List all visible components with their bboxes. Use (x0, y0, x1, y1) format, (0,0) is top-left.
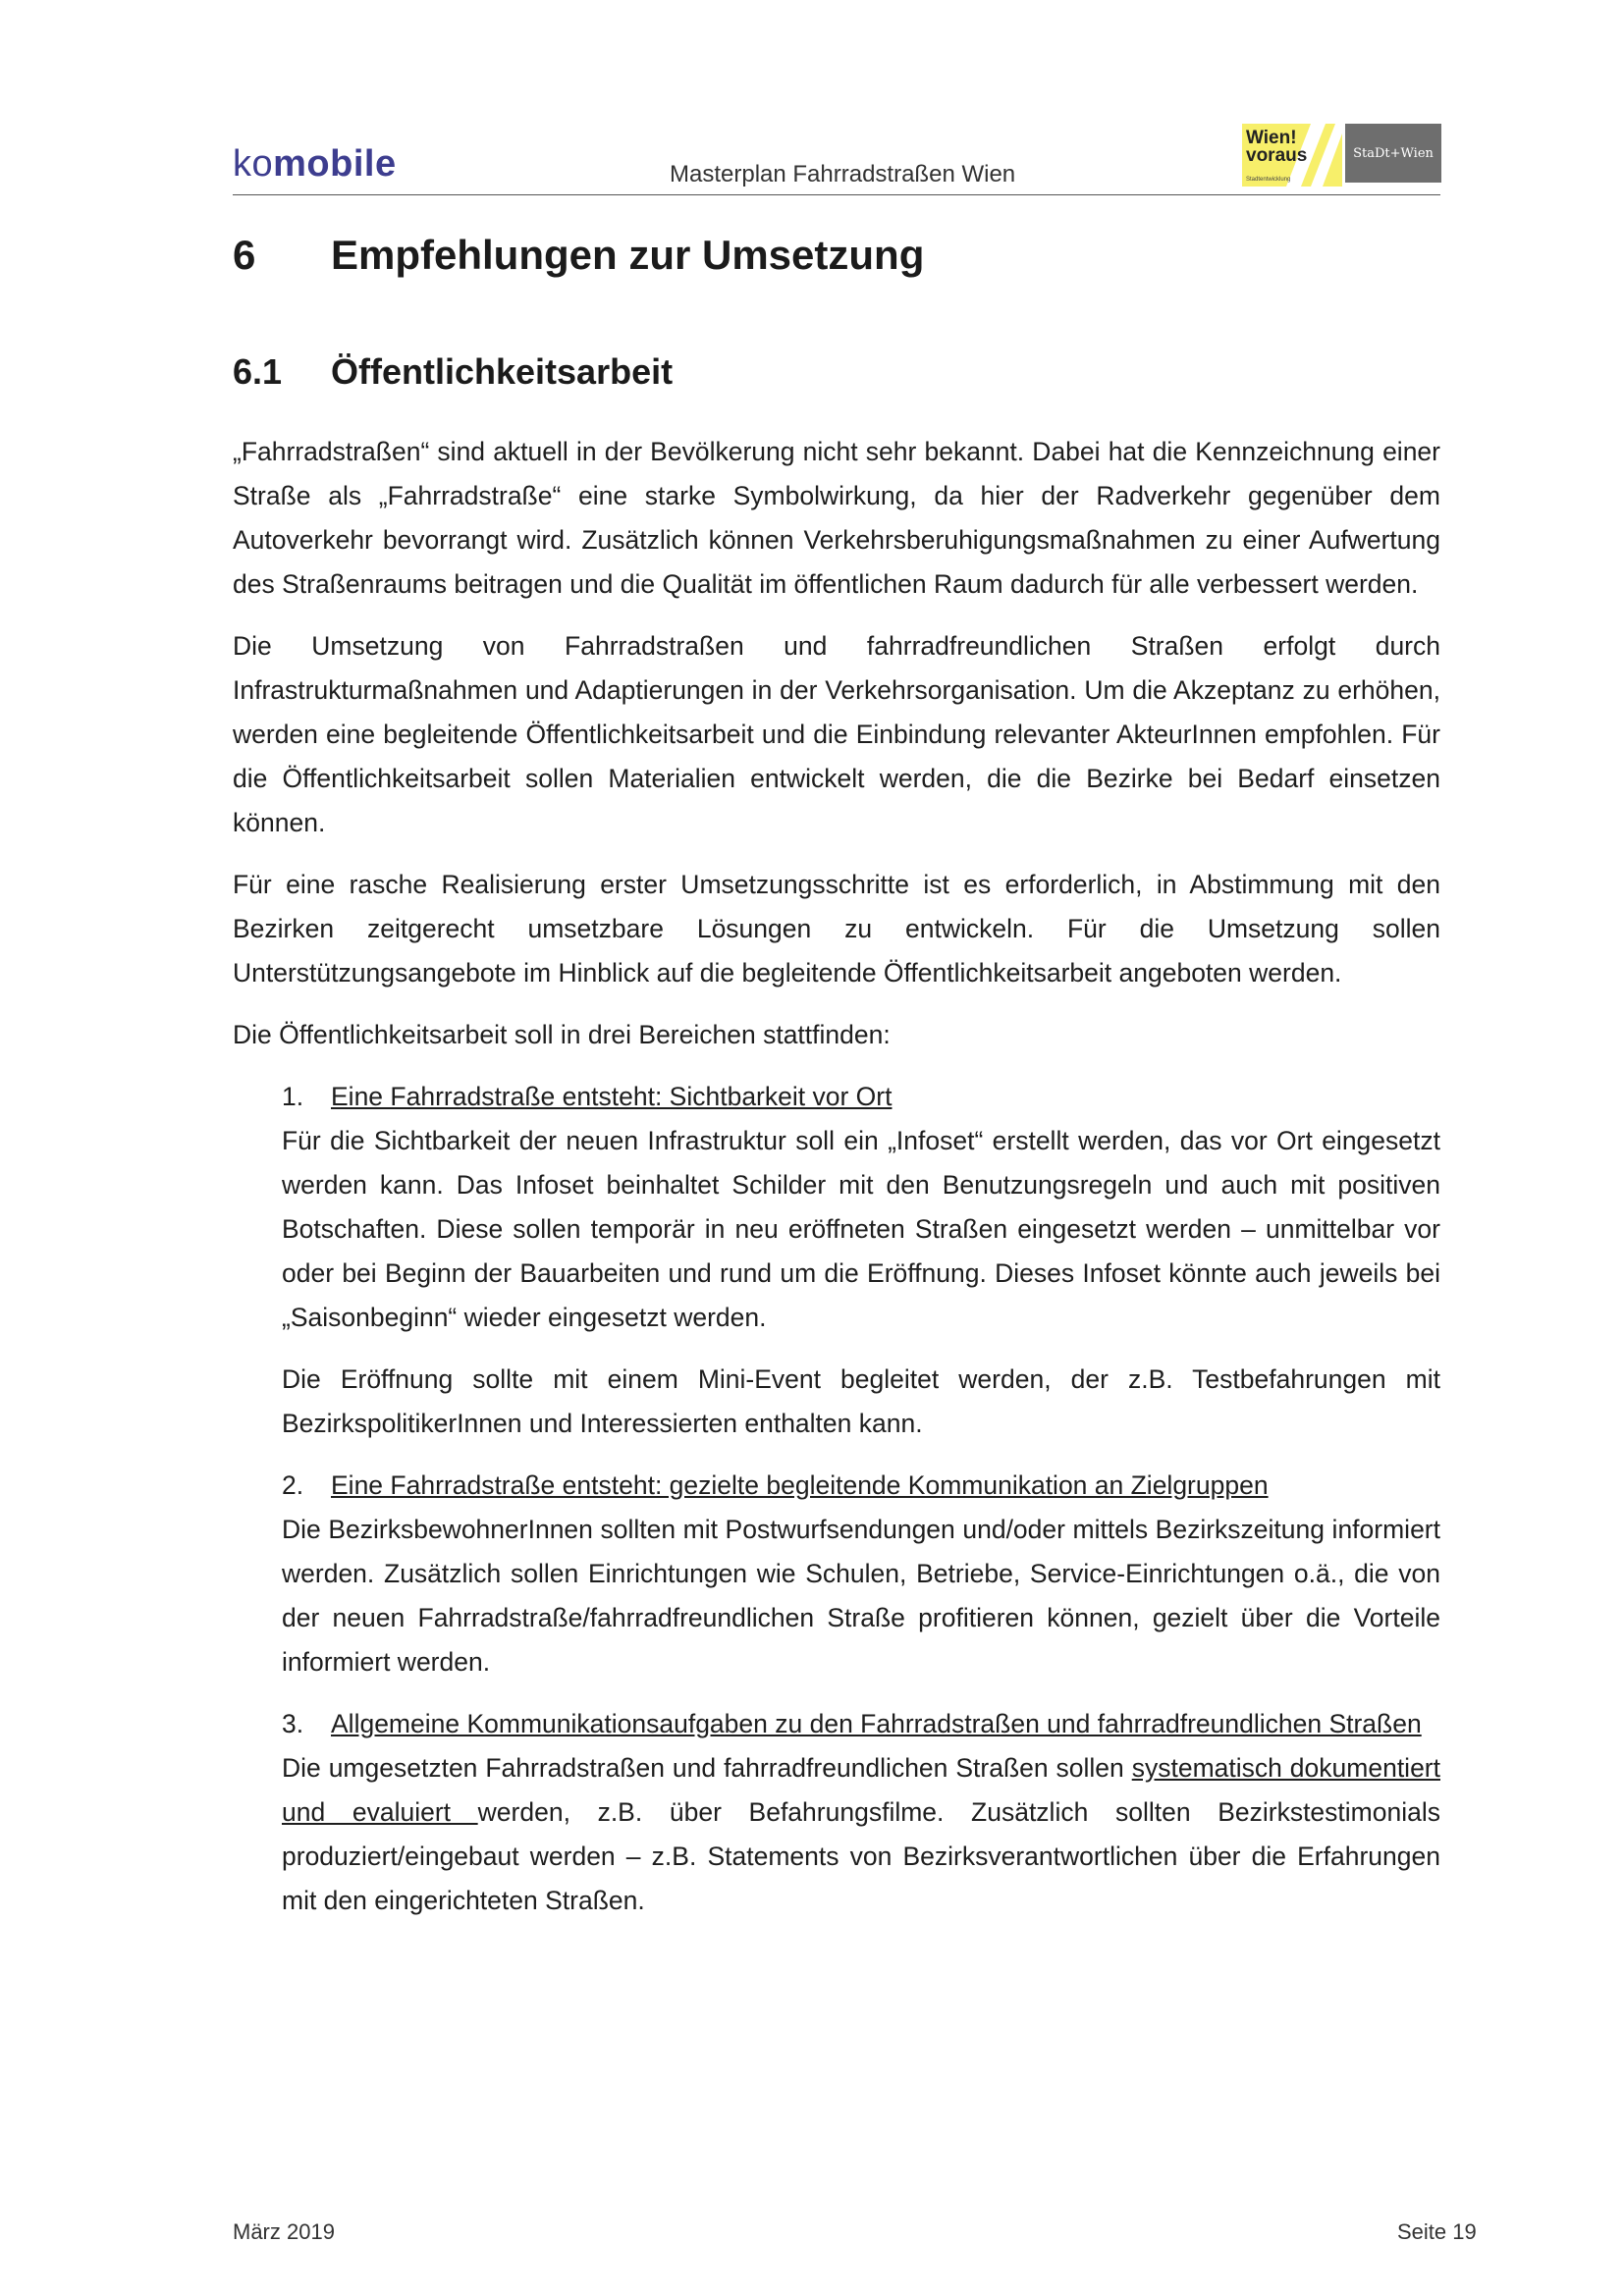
wien-voraus-logo (1242, 124, 1342, 187)
list-marker: 3. (282, 1709, 304, 1738)
chapter-heading: 6 Empfehlungen zur Umsetzung (233, 232, 925, 278)
list-item-text: Die umgesetzten Fahrradstraßen und fahrradfreundlichen Straßen sollen systematisch dokumentiert und evaluiert werden, z.B. über Befahrungsfilme. Zusätzlich sollten Bezirkstestimonials produziert/eingebaut werden – z.B. Statements von Bezirksverantwortlichen über die Erfahrungen mit den eingerichteten Straßen. (282, 1753, 1440, 1915)
list-item-text: Die BezirksbewohnerInnen sollten mit Postwurfsendungen und/oder mittels Bezirkszeitung informiert werden. Zusätzlich sollen Einrichtungen wie Schulen, Betriebe, Service-Einrichtungen o.ä., die von der neuen Fahrradstraße/fahrradfreundlichen Straße profitieren können, gezielt über die Vorteile informiert werden. (282, 1515, 1440, 1677)
main-content (233, 430, 1440, 1941)
list-item-title: Eine Fahrradstraße entsteht: gezielte begleitende Kommunikation an Zielgruppen (331, 1470, 1269, 1500)
footer-page-number: Seite 19 (1397, 2219, 1477, 2244)
stadt-wien-logo: StaDt+Wien (1345, 124, 1441, 183)
svg-text:voraus: voraus (1246, 145, 1308, 166)
list-item (233, 1464, 1440, 1684)
paragraph: Die Öffentlichkeitsarbeit soll in drei Bereichen stattfinden: (233, 1020, 891, 1049)
komobile-logo: komobile (233, 143, 397, 185)
area-list (233, 1075, 1440, 1923)
paragraph: „Fahrradstraßen“ sind aktuell in der Bevölkerung nicht sehr bekannt. Dabei hat die Kennzeichnung einer Straße als „Fahrradstraße“ eine starke Symbolwirkung, da hier der Radverkehr gegenüber dem Autoverkehr bevorrangt wird. Zusätzlich können Verkehrsberuhigungsmaßnahmen zu einer Aufwertung des Straßenraums beitragen und die Qualität im öffentlichen Raum dadurch für alle verbessert werden. (233, 437, 1440, 599)
section-heading: 6.1 Öffentlichkeitsarbeit (233, 351, 674, 392)
page-header (233, 116, 1440, 195)
footer-date: März 2019 (233, 2219, 335, 2244)
list-item (233, 1075, 1440, 1446)
list-marker: 1. (282, 1082, 304, 1111)
list-item-text: Die Eröffnung sollte mit einem Mini-Event begleitet werden, der z.B. Testbefahrungen mit BezirkspolitikerInnen und Interessierten enthalten kann. (282, 1364, 1440, 1438)
list-item-title: Eine Fahrradstraße entsteht: Sichtbarkeit vor Ort (331, 1082, 893, 1111)
svg-text:Stadtentwicklung: Stadtentwicklung (1246, 177, 1291, 183)
paragraph: Die Umsetzung von Fahrradstraßen und fahrradfreundlichen Straßen erfolgt durch Infrastrukturmaßnahmen und Adaptierungen in der Verkehrsorganisation. Um die Akzeptanz zu erhöhen, werden eine begleitende Öffentlichkeitsarbeit und die Einbindung relevanter AkteurInnen empfohlen. Für die Öffentlichkeitsarbeit sollen Materialien entwickelt werden, die die Bezirke bei Bedarf einsetzen können. (233, 631, 1440, 837)
list-item-text: Für die Sichtbarkeit der neuen Infrastruktur soll ein „Infoset“ erstellt werden, das vor Ort eingesetzt werden kann. Das Infoset beinhaltet Schilder mit den Benutzungsregeln und auch mit positiven Botschaften. Diese sollen temporär in neu eröffneten Straßen eingesetzt werden – unmittelbar vor oder bei Beginn der Bauarbeiten und rund um die Eröffnung. Dieses Infoset könnte auch jeweils bei „Saisonbeginn“ wieder eingesetzt werden. (282, 1126, 1440, 1332)
document-title: Masterplan Fahrradstraßen Wien (670, 161, 1016, 187)
list-item-title: Allgemeine Kommunikationsaufgaben zu den Fahrradstraßen und fahrradfreundlichen Straßen (331, 1709, 1422, 1738)
list-item (233, 1702, 1440, 1923)
list-marker: 2. (282, 1470, 304, 1500)
paragraph: Für eine rasche Realisierung erster Umsetzungsschritte ist es erforderlich, in Abstimmung mit den Bezirken zeitgerecht umsetzbare Lösungen zu entwickeln. Für die Umsetzung sollen Unterstützungsangebote im Hinblick auf die begleitende Öffentlichkeitsarbeit angeboten werden. (233, 870, 1440, 988)
svg-text:Wien!: Wien! (1246, 128, 1297, 148)
